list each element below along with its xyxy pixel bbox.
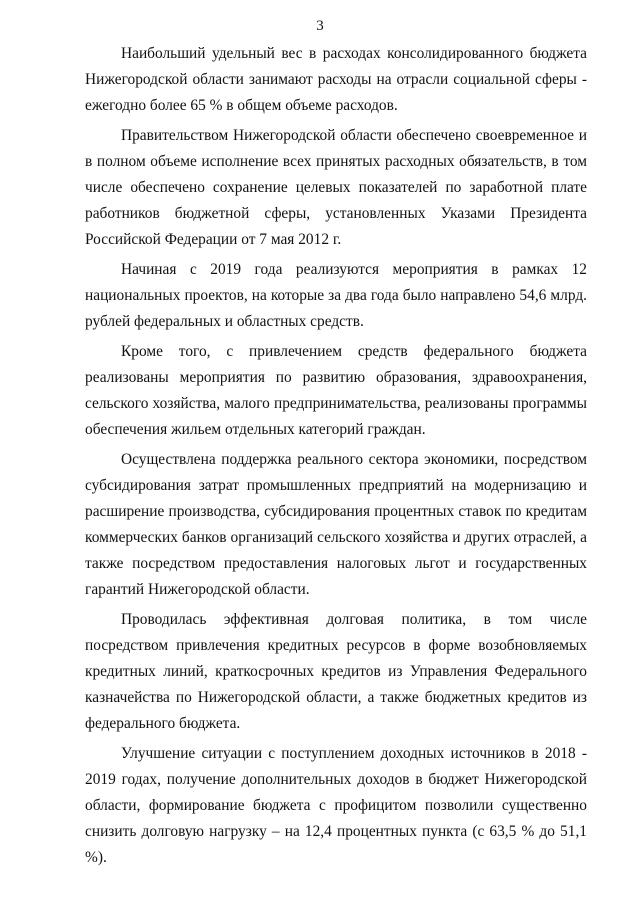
document-body [85, 41, 587, 875]
paragraph-debt-policy: Проводилась эффективная долговая политика, в том числе посредством привлечения кредитных ресурсов в форме возобновляемых кредитных линий, краткосрочных кредитов из Управления Федерального казначейства по Нижегородской области, а также бюджетных кредитов из федерального бюджета. [85, 611, 587, 732]
paragraph-obligations: Правительством Нижегородской области обеспечено своевременное и в полном объеме исполнение всех принятых расходных обязательств, в том числе обеспечено сохранение целевых показателей по заработной плате работников бюджетной сферы, установленных Указами Президента Российской Федерации от 7 мая 2012 г. [85, 127, 587, 248]
paragraph-real-sector-support: Осуществлена поддержка реального сектора экономики, посредством субсидирования затрат промышленных предприятий на модернизацию и расширение производства, субсидирования процентных ставок по кредитам коммерческих банков организаций сельского хозяйства и других отраслей, а также посредством предоставления налоговых льгот и государственных гарантий Нижегородской области. [85, 451, 587, 598]
paragraph-federal-funds: Кроме того, с привлечением средств федерального бюджета реализованы мероприятия по развитию образования, здравоохранения, сельского хозяйства, малого предпринимательства, реализованы программы обеспечения жильем отдельных категорий граждан. [85, 343, 587, 438]
paragraph-national-projects: Начиная с 2019 года реализуются мероприятия в рамках 12 национальных проектов, на которые за два года было направлено 54,6 млрд. рублей федеральных и областных средств. [85, 261, 587, 330]
page-number: 3 [316, 18, 324, 34]
paragraph-social-expenses: Наибольший удельный вес в расходах консолидированного бюджета Нижегородской области занимают расходы на отрасли социальной сферы - ежегодно более 65 % в общем объеме расходов. [85, 45, 587, 114]
paragraph-debt-reduction: Улучшение ситуации с поступлением доходных источников в 2018 - 2019 годах, получение дополнительных доходов в бюджет Нижегородской области, формирование бюджета с профицитом позволили существенно снизить долговую нагрузку – на 12,4 процентных пункта (с 63,5 % до 51,1 %). [85, 745, 587, 866]
